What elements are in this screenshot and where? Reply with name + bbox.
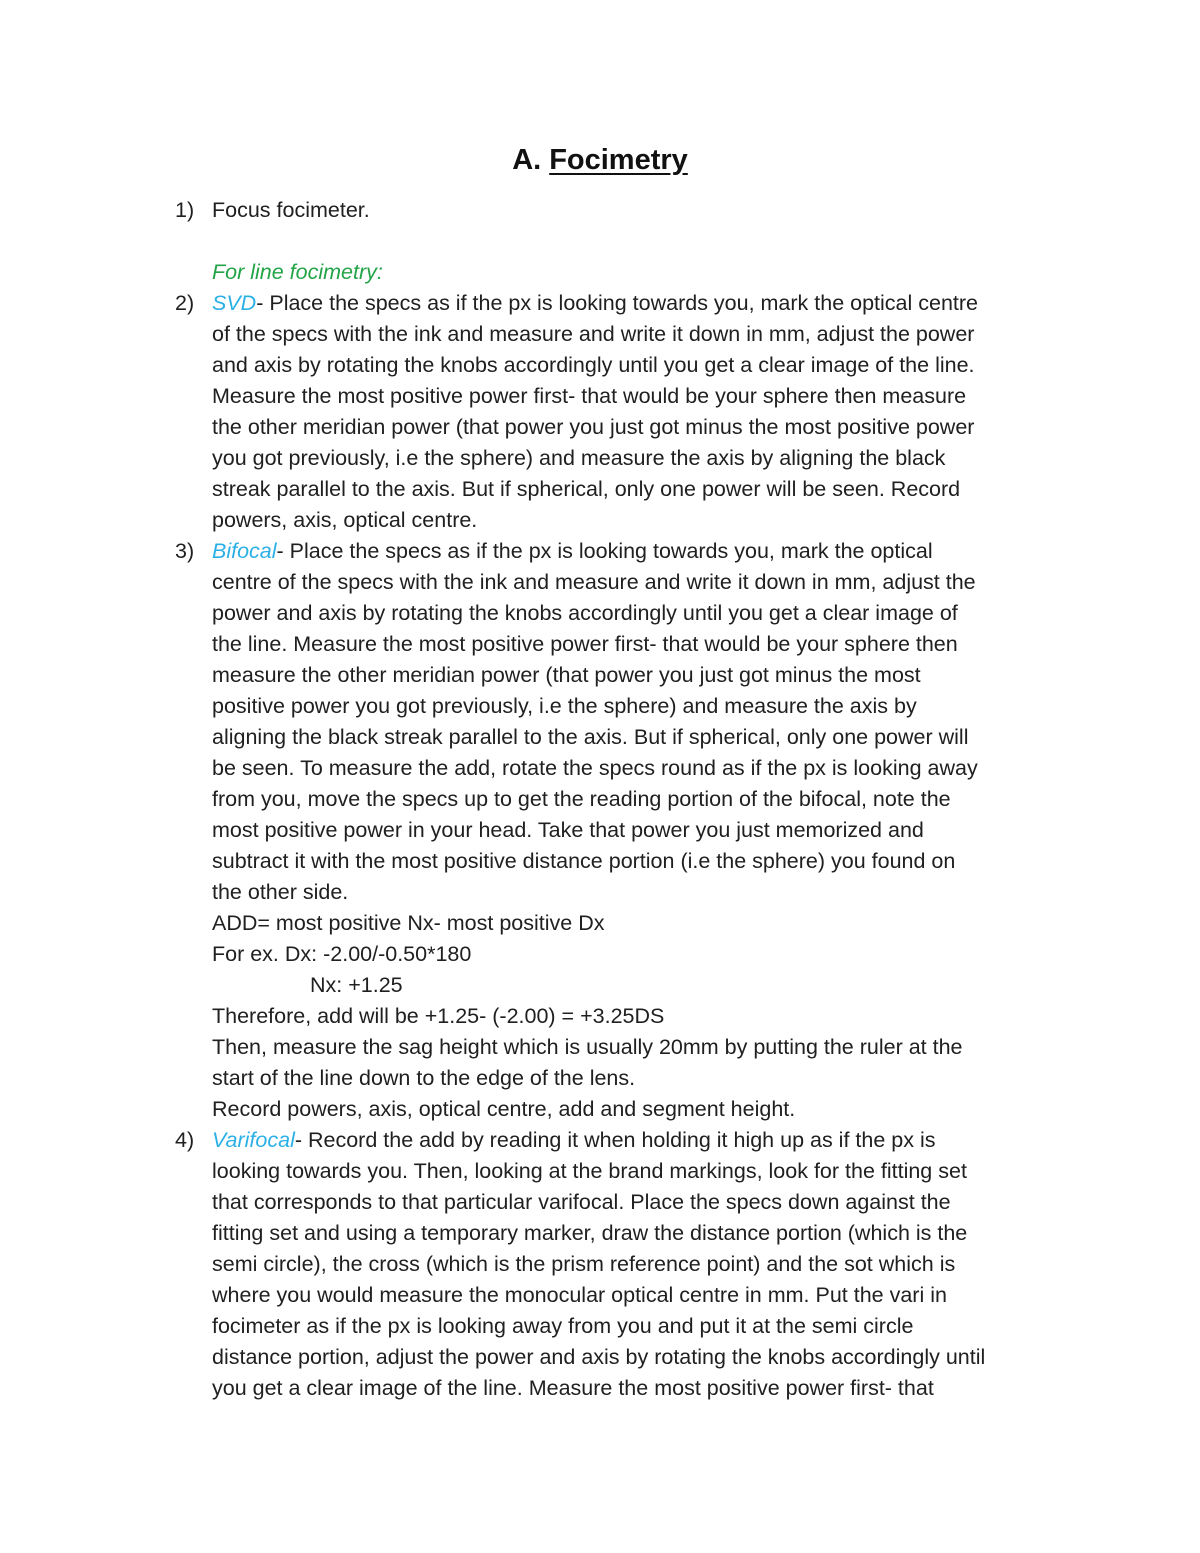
item-3-line <box>0 536 1200 567</box>
item-3-line <box>0 567 1200 598</box>
item-4-line <box>0 1125 1200 1156</box>
item-4-line <box>0 1249 1200 1280</box>
item-2-line-text: streak parallel to the axis. But if spherical, only one power will be seen. Record <box>212 477 961 501</box>
item-4-line-text: fitting set and using a temporary marker, draw the distance portion (which is the <box>212 1221 968 1245</box>
item-1-text: Focus focimeter. <box>212 198 370 222</box>
item-3-line-text: the line. Measure the most positive power first- that would be your sphere then <box>212 632 958 656</box>
add-formula: ADD= most positive Nx- most positive Dx <box>212 911 605 935</box>
item-3-line-text: Record powers, axis, optical centre, add and segment height. <box>212 1097 796 1121</box>
add-result-line <box>0 1001 1200 1032</box>
item-4-line-text: that corresponds to that particular varifocal. Place the specs down against the <box>212 1190 951 1214</box>
item-4-line <box>0 1373 1200 1404</box>
item-2-line <box>0 474 1200 505</box>
item-2-line <box>0 412 1200 443</box>
item-4-line <box>0 1218 1200 1249</box>
item-3-line <box>0 753 1200 784</box>
item-3-line <box>0 784 1200 815</box>
item-1 <box>0 195 1200 226</box>
item-4-line <box>0 1187 1200 1218</box>
item-4-label: Varifocal <box>212 1128 295 1152</box>
item-1-number: 1) <box>175 198 195 222</box>
item-3-line-text: measure the other meridian power (that power you just got minus the most <box>212 663 921 687</box>
item-4-line <box>0 1156 1200 1187</box>
title-text: Focimetry <box>549 144 688 176</box>
add-result: Therefore, add will be +1.25- (-2.00) = +3.25DS <box>212 1004 665 1028</box>
item-4-line-text: - Record the add by reading it when holding it high up as if the px is <box>294 1128 936 1152</box>
item-3-line-text: centre of the specs with the ink and measure and write it down in mm, adjust the <box>212 570 976 594</box>
item-2-line-text: Measure the most positive power first- that would be your sphere then measure <box>212 384 967 408</box>
item-2-number: 2) <box>175 291 195 315</box>
item-2-line <box>0 319 1200 350</box>
item-2-line-text: and axis by rotating the knobs accordingly until you get a clear image of the line. <box>212 353 975 377</box>
item-4-line <box>0 1342 1200 1373</box>
item-3-line <box>0 877 1200 908</box>
item-3-line <box>0 722 1200 753</box>
add-formula-line <box>0 908 1200 939</box>
item-4-line <box>0 1311 1200 1342</box>
example-nx-line <box>0 970 1200 1001</box>
item-3-line <box>0 1063 1200 1094</box>
item-3-line-text: power and axis by rotating the knobs accordingly until you get a clear image of <box>212 601 958 625</box>
item-2-line-text: you got previously, i.e the sphere) and measure the axis by aligning the black <box>212 446 946 470</box>
item-3-line <box>0 629 1200 660</box>
item-4-line <box>0 1280 1200 1311</box>
item-4-line-text: looking towards you. Then, looking at the brand markings, look for the fitting set <box>212 1159 967 1183</box>
item-2-label: SVD <box>212 291 257 315</box>
item-3-line-text: positive power you got previously, i.e the sphere) and measure the axis by <box>212 694 917 718</box>
item-3-line-text: start of the line down to the edge of the lens. <box>212 1066 636 1090</box>
item-4-first-line <box>212 1125 935 1156</box>
item-2-line <box>0 288 1200 319</box>
blank-line <box>0 226 1200 257</box>
item-3-line-text: most positive power in your head. Take that power you just memorized and <box>212 818 924 842</box>
item-3-first-line <box>212 536 933 567</box>
item-3-line-text: subtract it with the most positive distance portion (i.e the sphere) you found on <box>212 849 956 873</box>
item-2-line <box>0 505 1200 536</box>
item-4-line-text: focimeter as if the px is looking away from you and put it at the semi circle <box>212 1314 914 1338</box>
example-nx: Nx: +1.25 <box>310 973 403 997</box>
item-2-line <box>0 350 1200 381</box>
item-4-line-text: where you would measure the monocular optical centre in mm. Put the vari in <box>212 1283 947 1307</box>
item-3-line-text: - Place the specs as if the px is looking towards you, mark the optical <box>276 539 933 563</box>
item-3-line <box>0 1032 1200 1063</box>
item-3-line-text: from you, move the specs up to get the reading portion of the bifocal, note the <box>212 787 951 811</box>
item-4-line-text: you get a clear image of the line. Measure the most positive power first- that <box>212 1376 934 1400</box>
example-dx: For ex. Dx: -2.00/-0.50*180 <box>212 942 472 966</box>
document-title <box>0 140 1200 180</box>
item-3-line <box>0 598 1200 629</box>
item-2-first-line <box>212 288 978 319</box>
title-section-letter: A. <box>512 144 542 176</box>
item-3-line-text: be seen. To measure the add, rotate the specs round as if the px is looking away <box>212 756 978 780</box>
item-3-line <box>0 815 1200 846</box>
item-4-line-text: semi circle), the cross (which is the prism reference point) and the sot which is <box>212 1252 956 1276</box>
item-3-number: 3) <box>175 539 195 563</box>
item-3-line <box>0 846 1200 877</box>
item-2-line-text: the other meridian power (that power you just got minus the most positive power <box>212 415 975 439</box>
example-dx-line <box>0 939 1200 970</box>
item-3-line <box>0 691 1200 722</box>
item-3-line-text: the other side. <box>212 880 349 904</box>
item-4-number: 4) <box>175 1128 195 1152</box>
document-body <box>0 195 1200 1404</box>
item-2-line <box>0 381 1200 412</box>
item-3-line-text: Then, measure the sag height which is usually 20mm by putting the ruler at the <box>212 1035 963 1059</box>
item-3-line <box>0 660 1200 691</box>
item-2-line-text: - Place the specs as if the px is looking towards you, mark the optical centre <box>256 291 979 315</box>
item-2-line-text: of the specs with the ink and measure and write it down in mm, adjust the power <box>212 322 975 346</box>
item-2-line <box>0 443 1200 474</box>
item-3-line-text: aligning the black streak parallel to the axis. But if spherical, only one power will <box>212 725 969 749</box>
line-focimetry-heading: For line focimetry: <box>212 260 383 284</box>
item-3-line <box>0 1094 1200 1125</box>
item-4-line-text: distance portion, adjust the power and axis by rotating the knobs accordingly until <box>212 1345 986 1369</box>
item-2-line-text: powers, axis, optical centre. <box>212 508 478 532</box>
item-3-label: Bifocal <box>212 539 277 563</box>
line-focimetry-heading-line <box>0 257 1200 288</box>
